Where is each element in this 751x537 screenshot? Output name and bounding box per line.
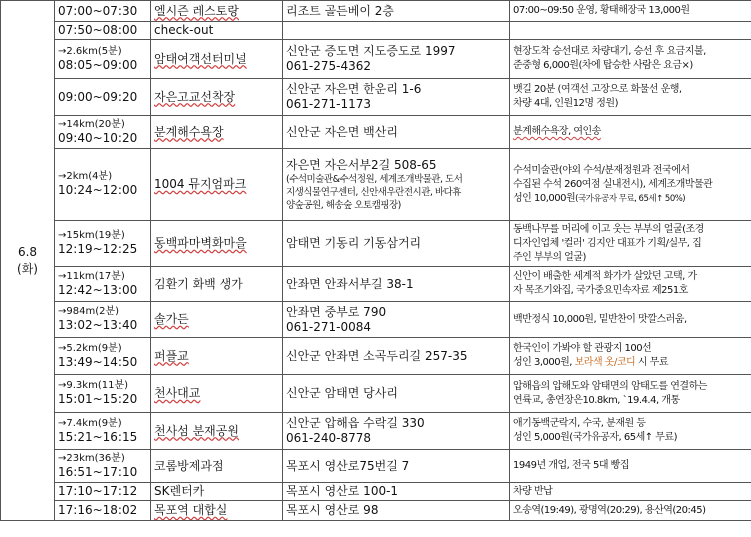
distance-label: →14km(20분) bbox=[58, 118, 125, 130]
place-name: 동백파마벽화마을 bbox=[154, 236, 247, 250]
place-cell bbox=[151, 1, 283, 22]
distance-label: →2km(4분) bbox=[58, 171, 113, 182]
address-line: 자은면 자은서부2길 508-65 bbox=[286, 157, 437, 172]
place-cell bbox=[151, 221, 283, 267]
note-line: 주인 부부의 얼굴) bbox=[513, 251, 586, 263]
time-slot: 17:16~18:02 bbox=[58, 503, 138, 517]
address-line: 신안군 안좌면 소곡두리길 257-35 bbox=[286, 348, 468, 363]
address-line: 안좌면 안좌서부길 38-1 bbox=[286, 276, 414, 291]
note-cell bbox=[510, 450, 751, 483]
note-line: 1949년 개업, 전국 5대 빵집 bbox=[513, 460, 629, 471]
table-row bbox=[1, 116, 751, 149]
place-cell bbox=[151, 149, 283, 221]
address-cell bbox=[283, 116, 510, 149]
day-date: 6.8 bbox=[17, 244, 38, 259]
note-line: 자 목조기와집, 국가중요민속자료 제251호 bbox=[513, 285, 688, 296]
address-cell bbox=[283, 22, 510, 40]
time-slot: 07:50~08:00 bbox=[58, 23, 138, 37]
note-line: 뱃길 20분 (여객선 고장으로 화물선 운행, bbox=[513, 84, 682, 95]
place-cell bbox=[151, 450, 283, 483]
time-slot: 09:00~09:20 bbox=[58, 89, 138, 104]
time-slot: 16:51~17:10 bbox=[58, 464, 138, 479]
time-slot: 10:24~12:00 bbox=[58, 183, 138, 197]
place-name: 목포역 대합실 bbox=[154, 503, 228, 517]
note-cell bbox=[510, 375, 751, 413]
table-row bbox=[1, 221, 751, 267]
time-slot: 17:10~17:12 bbox=[58, 484, 138, 498]
table-row bbox=[1, 483, 751, 501]
address-detail: (수석미술관&수석정원, 세계조개박물관, 도서 bbox=[286, 173, 463, 185]
place-name: 솔가든 bbox=[154, 312, 189, 326]
place-cell bbox=[151, 338, 283, 375]
address-cell bbox=[283, 40, 510, 79]
address-cell bbox=[283, 267, 510, 302]
address-line: 목포시 영산로 98 bbox=[286, 503, 379, 517]
table-row bbox=[1, 501, 751, 521]
place-name: 천사섬 분재공원 bbox=[154, 423, 239, 438]
time-slot: 07:00~07:30 bbox=[58, 3, 138, 18]
time-cell bbox=[55, 483, 151, 501]
time-cell bbox=[55, 116, 151, 149]
time-slot: 12:42~13:00 bbox=[58, 282, 138, 297]
note-line: 수석미술관(야외 수석/분재정원과 전국에서 bbox=[513, 164, 690, 176]
note-line: 시 무료 bbox=[635, 357, 668, 368]
note-line: 디자인업체 '컬러' 김지안 대표가 기획/실무, 집 bbox=[513, 237, 702, 249]
place-name: 자은고교선착장 bbox=[154, 89, 236, 104]
note-cell bbox=[510, 40, 751, 79]
place-name: 엘시즌 레스토랑 bbox=[154, 3, 239, 18]
place-cell bbox=[151, 79, 283, 116]
distance-label: →9.3km(11분) bbox=[58, 380, 129, 391]
time-slot: 15:21~16:15 bbox=[58, 429, 138, 444]
table-row bbox=[1, 40, 751, 79]
table-row bbox=[1, 450, 751, 483]
note-line: 현장도착 승선대로 차량대기, 승선 후 요금지불, bbox=[513, 46, 706, 57]
distance-label: →7.4km(9분) bbox=[58, 417, 122, 429]
day-cell bbox=[1, 1, 55, 521]
place-name: 암태여객선터미널 bbox=[154, 51, 247, 66]
day-weekday: (화) bbox=[17, 261, 38, 276]
time-cell bbox=[55, 40, 151, 79]
table-row bbox=[1, 375, 751, 413]
note-highlight: 보라색 옷/코디 bbox=[571, 357, 636, 368]
table-row bbox=[1, 22, 751, 40]
place-name: 1004 뮤지엄파크 bbox=[154, 177, 247, 191]
address-cell bbox=[283, 501, 510, 521]
note-line: 오송역(19:49), 광명역(20:29), 용산역(20:45) bbox=[513, 504, 706, 516]
table-row bbox=[1, 149, 751, 221]
time-slot: 09:40~10:20 bbox=[58, 130, 138, 145]
table-row bbox=[1, 338, 751, 375]
distance-label: →984m(2분) bbox=[58, 306, 120, 317]
note-cell bbox=[510, 149, 751, 221]
time-cell bbox=[55, 450, 151, 483]
address-line: 안좌면 중부로 790 bbox=[286, 304, 387, 319]
note-cell bbox=[510, 483, 751, 501]
place-cell bbox=[151, 501, 283, 521]
phone-number: 061-275-4362 bbox=[286, 59, 372, 73]
distance-label: →11km(17분) bbox=[58, 270, 125, 282]
phone-number: 061-271-1173 bbox=[286, 97, 372, 111]
note-line: 분계해수욕장, 여인송 bbox=[513, 126, 601, 137]
note-line: 동백나무를 머리에 이고 웃는 부부의 얼굴(조경 bbox=[513, 223, 704, 235]
address-detail: 지생식물연구센터, 신안새우란전시관, 바다휴 bbox=[286, 186, 461, 198]
note-line: 연륙교, 총연장은10.8km, `19.4.4, 개통 bbox=[513, 394, 680, 406]
note-line: 07:00~09:50 운영, 황태해장국 13,000원 bbox=[513, 5, 690, 16]
address-line: 암태면 기동리 기동삼거리 bbox=[286, 236, 422, 250]
address-line: 신안군 증도면 지도증도로 1997 bbox=[286, 44, 456, 58]
table-row bbox=[1, 302, 751, 338]
note-line: 준중형 6,000원(차에 탑승한 사람은 요금×) bbox=[513, 60, 693, 71]
note-line: 성인 10,000원 bbox=[513, 192, 576, 204]
note-line: 성인 3,000원, bbox=[513, 357, 572, 368]
table-row bbox=[1, 267, 751, 302]
address-cell bbox=[283, 79, 510, 116]
note-line: 애기동백군락지, 수국, 분재원 등 bbox=[513, 418, 646, 429]
address-cell bbox=[283, 221, 510, 267]
place-cell bbox=[151, 22, 283, 40]
address-cell bbox=[283, 375, 510, 413]
table-row bbox=[1, 413, 751, 450]
note-line: 신안이 배출한 세계적 화가가 살았던 고택, 가 bbox=[513, 271, 697, 282]
note-cell bbox=[510, 267, 751, 302]
time-cell bbox=[55, 501, 151, 521]
place-cell bbox=[151, 375, 283, 413]
address-line: 목포시 영산로75번길 7 bbox=[286, 458, 410, 473]
place-name: 천사대교 bbox=[154, 386, 201, 400]
distance-label: →5.2km(9분) bbox=[58, 342, 122, 354]
place-cell bbox=[151, 483, 283, 501]
address-cell bbox=[283, 483, 510, 501]
note-line: 백반정식 10,000원, 밑반찬이 맛깔스러움, bbox=[513, 313, 687, 325]
note-cell bbox=[510, 79, 751, 116]
note-cell bbox=[510, 116, 751, 149]
place-name: 코롬방제과점 bbox=[154, 458, 224, 473]
note-cell bbox=[510, 413, 751, 450]
place-name: 분계해수욕장 bbox=[154, 124, 224, 139]
time-cell bbox=[55, 302, 151, 338]
note-cell bbox=[510, 338, 751, 375]
phone-number: 061-240-8778 bbox=[286, 431, 372, 445]
address-cell bbox=[283, 1, 510, 22]
place-name: check-out bbox=[154, 23, 214, 37]
place-name: 김환기 화백 생가 bbox=[154, 276, 243, 291]
place-name: SK렌터카 bbox=[154, 484, 205, 498]
address-line: 신안군 자은면 백산리 bbox=[286, 124, 398, 139]
place-cell bbox=[151, 40, 283, 79]
time-slot: 13:49~14:50 bbox=[58, 354, 138, 369]
note-line: 수집된 수석 260여점 실내전시), 세계조개박물관 bbox=[513, 178, 713, 190]
note-cell bbox=[510, 22, 751, 40]
note-line: 압해읍의 압해도와 암태면의 암태도를 연결하는 bbox=[513, 380, 707, 392]
address-detail: 양숲공원, 해송숲 오토캠핑장) bbox=[286, 199, 401, 211]
note-cell bbox=[510, 1, 751, 22]
place-cell bbox=[151, 302, 283, 338]
address-cell bbox=[283, 450, 510, 483]
address-cell bbox=[283, 338, 510, 375]
place-cell bbox=[151, 267, 283, 302]
time-slot: 13:02~13:40 bbox=[58, 318, 138, 332]
time-cell bbox=[55, 79, 151, 116]
time-cell bbox=[55, 221, 151, 267]
table-row bbox=[1, 79, 751, 116]
note-cell bbox=[510, 302, 751, 338]
note-line: 차량 반납 bbox=[513, 485, 553, 497]
address-line: 신안군 압해읍 수락길 330 bbox=[286, 416, 425, 430]
place-name: 퍼플교 bbox=[154, 348, 189, 363]
distance-label: →23km(36분) bbox=[58, 452, 125, 464]
time-slot: 15:01~15:20 bbox=[58, 392, 138, 406]
address-line: 신안군 암태면 당사리 bbox=[286, 386, 398, 400]
address-cell bbox=[283, 302, 510, 338]
time-cell bbox=[55, 149, 151, 221]
address-cell bbox=[283, 149, 510, 221]
distance-label: →15km(19분) bbox=[58, 230, 125, 241]
note-line: 성인 5,000원(국가유공자, 65세↑ 무료) bbox=[513, 432, 678, 443]
time-cell bbox=[55, 22, 151, 40]
place-cell bbox=[151, 413, 283, 450]
time-cell bbox=[55, 413, 151, 450]
note-line: 한국인이 가봐야 할 관광지 100선 bbox=[513, 343, 652, 354]
place-cell bbox=[151, 116, 283, 149]
time-cell bbox=[55, 338, 151, 375]
phone-number: 061-271-0084 bbox=[286, 319, 372, 334]
address-line: 신안군 자은면 한운리 1-6 bbox=[286, 82, 422, 96]
note-cell bbox=[510, 221, 751, 267]
note-line: 차량 4대, 인원12명 정원) bbox=[513, 98, 618, 109]
address-line: 목포시 영산로 100-1 bbox=[286, 484, 399, 498]
note-line: (국가유공자 무료, 65세↑ 50%) bbox=[575, 193, 686, 204]
time-cell bbox=[55, 1, 151, 22]
time-cell bbox=[55, 267, 151, 302]
note-cell bbox=[510, 501, 751, 521]
time-slot: 08:05~09:00 bbox=[58, 57, 138, 72]
distance-label: →2.6km(5분) bbox=[58, 45, 122, 57]
address-line: 리조트 골든베이 2층 bbox=[286, 3, 395, 18]
table-row bbox=[1, 1, 751, 22]
address-cell bbox=[283, 413, 510, 450]
time-cell bbox=[55, 375, 151, 413]
time-slot: 12:19~12:25 bbox=[58, 242, 138, 256]
